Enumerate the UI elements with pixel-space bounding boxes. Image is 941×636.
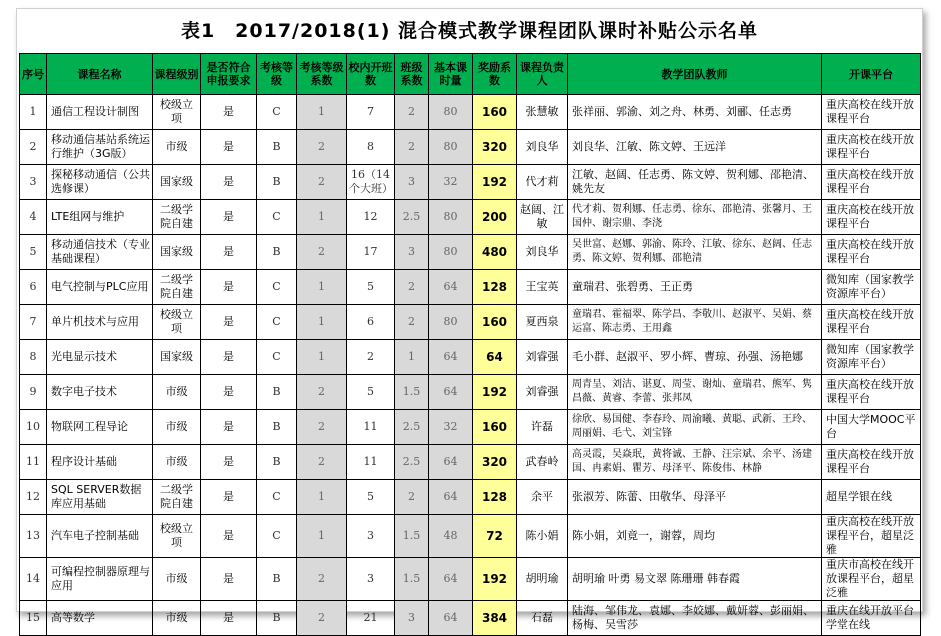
index-cell: 11 [20,445,47,480]
table-row [20,480,921,515]
platform-cell: 微知库（国家教学资源库平台） [822,340,921,375]
class-coef-cell: 2.5 [395,445,429,480]
grade-cell: B [257,445,297,480]
col-course-lead-header: 课程负责人 [517,54,568,95]
course-name-cell: 探秘移动通信（公共选修课） [47,165,153,200]
grade-cell: B [257,165,297,200]
class-coef-cell: 1.5 [395,375,429,410]
grade-coef-cell: 2 [297,165,347,200]
class-count-cell: 7 [347,95,395,130]
eligible-cell: 是 [201,480,257,515]
eligible-cell: 是 [201,95,257,130]
base-hours-cell: 64 [429,558,473,601]
team-teachers-cell: 毛小群、赵淑平、罗小辉、曹琼、孙强、汤艳娜 [568,340,822,375]
grade-coef-cell: 2 [297,558,347,601]
grade-cell: B [257,235,297,270]
class-coef-cell: 2.5 [395,200,429,235]
index-cell: 14 [20,558,47,601]
table-row [20,601,921,636]
team-teachers-cell: 吴世富、赵娜、郭渝、陈玲、江敏、徐东、赵阔、任志勇、陈文婷、贺利娜、邵艳清 [568,235,822,270]
index-cell: 13 [20,515,47,558]
class-count-cell: 11 [347,410,395,445]
index-cell: 8 [20,340,47,375]
grade-cell: C [257,515,297,558]
col-grade-coef-header: 考核等级系数 [297,54,347,95]
course-lead-cell: 武春岭 [517,445,568,480]
index-cell: 4 [20,200,47,235]
base-hours-cell: 64 [429,601,473,636]
table-row [20,305,921,340]
team-teachers-cell: 胡明瑜 叶勇 易文翠 陈珊珊 韩春霞 [568,558,822,601]
table-row [20,515,921,558]
course-level-cell: 二级学院自建 [153,480,201,515]
grade-cell: B [257,130,297,165]
index-cell: 10 [20,410,47,445]
course-name-cell: 移动通信基站系统运行维护（3G版） [47,130,153,165]
team-teachers-cell: 张淑芳、陈蕾、田敬华、母泽平 [568,480,822,515]
platform-cell: 重庆高校在线开放课程平台 [822,130,921,165]
class-count-cell: 5 [347,480,395,515]
award-coef-cell: 160 [473,410,517,445]
platform-cell: 重庆高校在线开放课程平台 [822,375,921,410]
award-coef-cell: 480 [473,235,517,270]
eligible-cell: 是 [201,200,257,235]
index-cell: 6 [20,270,47,305]
grade-coef-cell: 1 [297,480,347,515]
class-coef-cell: 1.5 [395,515,429,558]
class-coef-cell: 2.5 [395,410,429,445]
course-name-cell: SQL SERVER数据库应用基础 [47,480,153,515]
base-hours-cell: 64 [429,480,473,515]
grade-cell: C [257,95,297,130]
grade-coef-cell: 1 [297,95,347,130]
eligible-cell: 是 [201,601,257,636]
class-count-cell: 3 [347,558,395,601]
class-coef-cell: 1 [395,340,429,375]
base-hours-cell: 32 [429,165,473,200]
team-teachers-cell: 周青呈、刘洁、谌夏、周莹、谢灿、童瑞君、熊军、隽昌薇、黄睿、李蕾、张邦凤 [568,375,822,410]
base-hours-cell: 80 [429,95,473,130]
team-teachers-cell: 陈小娟，刘竟一，谢蓉，周均 [568,515,822,558]
grade-cell: C [257,270,297,305]
eligible-cell: 是 [201,515,257,558]
class-count-cell: 21 [347,601,395,636]
platform-cell: 重庆高校在线开放课程平台 [822,95,921,130]
course-lead-cell: 刘良华 [517,235,568,270]
grade-coef-cell: 2 [297,375,347,410]
eligible-cell: 是 [201,270,257,305]
eligible-cell: 是 [201,558,257,601]
grade-cell: B [257,375,297,410]
award-coef-cell: 320 [473,130,517,165]
eligible-cell: 是 [201,410,257,445]
base-hours-cell: 64 [429,375,473,410]
base-hours-cell: 80 [429,235,473,270]
course-level-cell: 市级 [153,558,201,601]
class-count-cell: 5 [347,375,395,410]
class-coef-cell: 2 [395,480,429,515]
class-count-cell: 16（14个大班） [347,165,395,200]
team-teachers-cell: 江敏、赵阔、任志勇、陈文婷、贺利娜、邵艳清、姚先友 [568,165,822,200]
course-name-cell: 物联网工程导论 [47,410,153,445]
base-hours-cell: 64 [429,445,473,480]
team-teachers-cell: 高灵霞，吴焱珉，黄将诚、王静、汪宗斌、余平、汤建国、冉素娟、瞿芳、母泽平、陈俊伟、林静 [568,445,822,480]
document-sheet [16,8,923,631]
platform-cell: 重庆高校在线开放课程平台 [822,445,921,480]
platform-cell: 重庆高校在线开放课程平台 [822,165,921,200]
col-class-coef-header: 班级系数 [395,54,429,95]
grade-cell: C [257,480,297,515]
col-base-hours-header: 基本课时量 [429,54,473,95]
eligible-cell: 是 [201,165,257,200]
col-class-count-header: 校内开班数 [347,54,395,95]
index-cell: 2 [20,130,47,165]
class-count-cell: 17 [347,235,395,270]
table-row [20,410,921,445]
header-row [20,54,921,95]
class-coef-cell: 3 [395,235,429,270]
course-level-cell: 市级 [153,410,201,445]
team-teachers-cell: 徐欣、易国健、李春玲、周渝曦、黄聪、武新、王玲、周丽娟、毛弋、刘宝锋 [568,410,822,445]
table-row [20,165,921,200]
grade-cell: C [257,305,297,340]
base-hours-cell: 64 [429,270,473,305]
course-table [19,53,921,636]
class-coef-cell: 2 [395,95,429,130]
course-lead-cell: 刘睿强 [517,340,568,375]
course-name-cell: 高等数学 [47,601,153,636]
team-teachers-cell: 童瑞君、霍福翠、陈学昌、李敬川、赵淑平、吴娟、蔡运富、陈志勇、王用鑫 [568,305,822,340]
table-row [20,235,921,270]
award-coef-cell: 192 [473,558,517,601]
class-count-cell: 3 [347,515,395,558]
table-row [20,200,921,235]
course-level-cell: 市级 [153,375,201,410]
grade-cell: B [257,601,297,636]
col-course-level-header: 课程级别 [153,54,201,95]
grade-cell: C [257,340,297,375]
grade-coef-cell: 2 [297,410,347,445]
course-level-cell: 市级 [153,445,201,480]
platform-cell: 重庆在线开放平台学堂在线 [822,601,921,636]
course-lead-cell: 刘良华 [517,130,568,165]
grade-coef-cell: 2 [297,445,347,480]
platform-cell: 中国大学MOOC平台 [822,410,921,445]
grade-coef-cell: 1 [297,270,347,305]
course-level-cell: 校级立项 [153,515,201,558]
class-count-cell: 6 [347,305,395,340]
table-row [20,95,921,130]
table-row [20,558,921,601]
eligible-cell: 是 [201,305,257,340]
course-level-cell: 二级学院自建 [153,200,201,235]
class-count-cell: 5 [347,270,395,305]
course-name-cell: 光电显示技术 [47,340,153,375]
course-name-cell: 数字电子技术 [47,375,153,410]
index-cell: 3 [20,165,47,200]
award-coef-cell: 160 [473,305,517,340]
index-cell: 12 [20,480,47,515]
grade-coef-cell: 1 [297,515,347,558]
eligible-cell: 是 [201,235,257,270]
grade-coef-cell: 1 [297,200,347,235]
col-grade-header: 考核等级 [257,54,297,95]
grade-cell: C [257,200,297,235]
course-name-cell: 可编程控制器原理与应用 [47,558,153,601]
col-index-header: 序号 [20,54,47,95]
platform-cell: 超星学银在线 [822,480,921,515]
grade-coef-cell: 1 [297,305,347,340]
eligible-cell: 是 [201,375,257,410]
award-coef-cell: 128 [473,480,517,515]
course-lead-cell: 代才莉 [517,165,568,200]
table-body [20,95,921,636]
table-row [20,340,921,375]
course-level-cell: 市级 [153,130,201,165]
course-lead-cell: 许磊 [517,410,568,445]
eligible-cell: 是 [201,130,257,165]
course-lead-cell: 胡明瑜 [517,558,568,601]
award-coef-cell: 320 [473,445,517,480]
eligible-cell: 是 [201,340,257,375]
course-name-cell: 单片机技术与应用 [47,305,153,340]
course-name-cell: 电气控制与PLC应用 [47,270,153,305]
base-hours-cell: 80 [429,305,473,340]
grade-coef-cell: 1 [297,340,347,375]
grade-cell: B [257,410,297,445]
platform-cell: 重庆市高校在线开放课程平台，超星泛雅 [822,558,921,601]
base-hours-cell: 64 [429,340,473,375]
team-teachers-cell: 童瑞君、张碧勇、王正勇 [568,270,822,305]
course-lead-cell: 夏西泉 [517,305,568,340]
class-count-cell: 8 [347,130,395,165]
team-teachers-cell: 代才莉、贺利娜、任志勇、徐东、邵艳清、张馨月、王国仲、谢宗鼎、李浇 [568,200,822,235]
platform-cell: 微知库（国家教学资源库平台） [822,270,921,305]
team-teachers-cell: 刘良华、江敏、陈文婷、王远洋 [568,130,822,165]
course-lead-cell: 赵阔、江敏 [517,200,568,235]
base-hours-cell: 80 [429,200,473,235]
award-coef-cell: 160 [473,95,517,130]
course-name-cell: 移动通信技术（专业基础课程） [47,235,153,270]
course-lead-cell: 刘睿强 [517,375,568,410]
index-cell: 15 [20,601,47,636]
col-award-coef-header: 奖励系数 [473,54,517,95]
class-coef-cell: 2 [395,130,429,165]
table-title: 表1 2017/2018(1) 混合模式教学课程团队课时补贴公示名单 [180,20,759,42]
col-eligible-header: 是否符合申报要求 [201,54,257,95]
index-cell: 1 [20,95,47,130]
award-coef-cell: 384 [473,601,517,636]
award-coef-cell: 64 [473,340,517,375]
platform-cell: 重庆高校在线开放课程平台 [822,305,921,340]
class-coef-cell: 2 [395,270,429,305]
course-level-cell: 校级立项 [153,305,201,340]
grade-coef-cell: 2 [297,235,347,270]
course-name-cell: 程序设计基础 [47,445,153,480]
base-hours-cell: 80 [429,130,473,165]
col-team-teachers-header: 教学团队教师 [568,54,822,95]
team-teachers-cell: 张祥丽、郭渝、刘之舟、林勇、刘郦、任志勇 [568,95,822,130]
grade-cell: B [257,558,297,601]
award-coef-cell: 72 [473,515,517,558]
class-coef-cell: 2 [395,305,429,340]
course-lead-cell: 王宝英 [517,270,568,305]
grade-coef-cell: 2 [297,130,347,165]
col-course-name-header: 课程名称 [47,54,153,95]
team-teachers-cell: 陆海、邹伟龙、袁娜、李姣娜、戴妍蓉、彭丽娟、杨梅、吴雪莎 [568,601,822,636]
base-hours-cell: 48 [429,515,473,558]
course-lead-cell: 石磊 [517,601,568,636]
platform-cell: 重庆高校在线开放课程平台 [822,200,921,235]
course-name-cell: 通信工程设计制图 [47,95,153,130]
course-lead-cell: 张慧敏 [517,95,568,130]
class-count-cell: 2 [347,340,395,375]
class-count-cell: 11 [347,445,395,480]
course-level-cell: 国家级 [153,340,201,375]
platform-cell: 重庆高校在线开放课程平台，超星泛雅 [822,515,921,558]
course-lead-cell: 陈小娟 [517,515,568,558]
index-cell: 7 [20,305,47,340]
course-level-cell: 市级 [153,601,201,636]
table-row [20,270,921,305]
platform-cell: 重庆高校在线开放课程平台 [822,235,921,270]
col-platform-header: 开课平台 [822,54,921,95]
table-row [20,130,921,165]
class-coef-cell: 3 [395,601,429,636]
award-coef-cell: 192 [473,375,517,410]
course-level-cell: 国家级 [153,165,201,200]
grade-coef-cell: 2 [297,601,347,636]
eligible-cell: 是 [201,445,257,480]
index-cell: 9 [20,375,47,410]
award-coef-cell: 128 [473,270,517,305]
course-lead-cell: 余平 [517,480,568,515]
class-coef-cell: 3 [395,165,429,200]
base-hours-cell: 32 [429,410,473,445]
index-cell: 5 [20,235,47,270]
course-level-cell: 二级学院自建 [153,270,201,305]
course-level-cell: 国家级 [153,235,201,270]
table-row [20,445,921,480]
course-level-cell: 校级立项 [153,95,201,130]
course-name-cell: 汽车电子控制基础 [47,515,153,558]
table-row [20,375,921,410]
course-name-cell: LTE组网与维护 [47,200,153,235]
award-coef-cell: 192 [473,165,517,200]
award-coef-cell: 200 [473,200,517,235]
class-coef-cell: 1.5 [395,558,429,601]
class-count-cell: 12 [347,200,395,235]
